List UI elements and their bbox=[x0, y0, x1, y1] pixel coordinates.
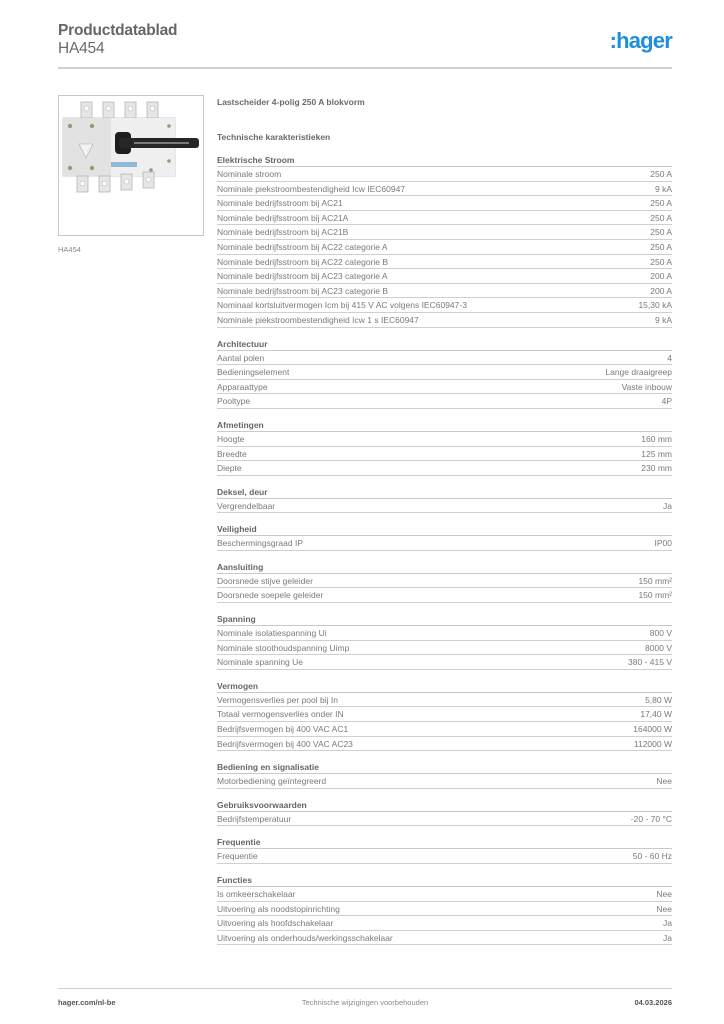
spec-value: 125 mm bbox=[641, 448, 672, 459]
spec-value: Ja bbox=[663, 918, 672, 929]
footer-date: 04.03.2026 bbox=[634, 998, 672, 1007]
spec-value: 800 V bbox=[649, 628, 672, 639]
spec-label: Nominale piekstroombestendigheid Icw IEC60947 bbox=[217, 183, 406, 194]
spec-label: Nominale bedrijfsstroom bij AC22 categorie B bbox=[217, 256, 389, 267]
spec-row bbox=[217, 849, 672, 864]
spec-section bbox=[217, 523, 672, 551]
spec-label: Nominale bedrijfsstroom bij AC21A bbox=[217, 212, 349, 223]
document-header bbox=[58, 22, 672, 70]
spec-label: Motorbediening geïntegreerd bbox=[217, 776, 327, 787]
spec-section bbox=[217, 836, 672, 864]
spec-row bbox=[217, 196, 672, 211]
spec-label: Totaal vermogensverlies onder IN bbox=[217, 709, 344, 720]
spec-value: 112000 W bbox=[633, 738, 672, 749]
spec-label: Doorsnede stijve geleider bbox=[217, 575, 313, 586]
footer-website-link[interactable]: hager.com/nl-be bbox=[58, 998, 116, 1007]
spec-value: Vaste inbouw bbox=[621, 381, 672, 392]
spec-value: Ja bbox=[663, 500, 672, 511]
spec-row bbox=[217, 432, 672, 447]
spec-label: Breedte bbox=[217, 448, 247, 459]
section-title: Functies bbox=[217, 874, 672, 887]
spec-value: 250 A bbox=[650, 169, 672, 179]
spec-value: 230 mm bbox=[641, 463, 672, 474]
spec-value: 250 A bbox=[650, 198, 672, 209]
spec-value: 8000 V bbox=[645, 642, 672, 653]
spec-value: 200 A bbox=[650, 285, 672, 296]
spec-label: Vergrendelbaar bbox=[217, 500, 276, 511]
spec-label: Bedieningselement bbox=[217, 367, 290, 378]
spec-row bbox=[217, 211, 672, 226]
spec-section bbox=[217, 561, 672, 603]
datasheet-content bbox=[217, 96, 672, 945]
spec-row bbox=[217, 641, 672, 656]
spec-row bbox=[217, 255, 672, 270]
spec-section bbox=[217, 338, 672, 409]
spec-label: Hoogte bbox=[217, 433, 245, 444]
spec-label: Doorsnede soepele geleider bbox=[217, 590, 324, 601]
spec-label: Aantal polen bbox=[217, 352, 265, 363]
spec-value: 150 mm² bbox=[638, 575, 672, 586]
spec-label: Uitvoering als hoofdschakelaar bbox=[217, 918, 334, 929]
spec-row bbox=[217, 313, 672, 328]
hager-logo: :hager bbox=[609, 28, 672, 53]
spec-row bbox=[217, 240, 672, 255]
document-title: Productdatablad bbox=[58, 22, 178, 39]
spec-row bbox=[217, 499, 672, 514]
spec-label: Nominale isolatiespanning Ui bbox=[217, 628, 327, 639]
spec-value: 50 - 60 Hz bbox=[632, 851, 672, 862]
spec-row bbox=[217, 707, 672, 722]
section-title: Gebruiksvoorwaarden bbox=[217, 799, 672, 812]
spec-row bbox=[217, 774, 672, 789]
spec-label: Nominale spanning Ue bbox=[217, 657, 303, 668]
header-divider bbox=[58, 67, 672, 69]
spec-row bbox=[217, 461, 672, 476]
spec-label: Nominale stoothoudspanning Uimp bbox=[217, 642, 350, 653]
spec-row bbox=[217, 737, 672, 752]
spec-label: Nominale bedrijfsstroom bij AC21B bbox=[217, 227, 349, 238]
spec-row bbox=[217, 365, 672, 380]
spec-value: 200 A bbox=[650, 271, 672, 282]
spec-value: 250 A bbox=[650, 227, 672, 238]
technical-characteristics-heading: Technische karakteristieken bbox=[217, 132, 331, 142]
spec-value: Ja bbox=[663, 932, 672, 943]
spec-row bbox=[217, 380, 672, 395]
spec-value: 250 A bbox=[650, 256, 672, 267]
spec-row bbox=[217, 351, 672, 366]
product-image bbox=[58, 95, 204, 236]
spec-label: Frequentie bbox=[217, 851, 258, 862]
spec-section bbox=[217, 419, 672, 476]
spec-value: Nee bbox=[656, 776, 672, 787]
load-break-switch-illustration bbox=[59, 96, 203, 235]
spec-label: Nominale bedrijfsstroom bij AC22 categorie A bbox=[217, 241, 388, 252]
spec-label: Nominale stroom bbox=[217, 169, 282, 179]
section-title: Afmetingen bbox=[217, 419, 672, 432]
spec-value: 164000 W bbox=[633, 724, 672, 735]
spec-row bbox=[217, 225, 672, 240]
spec-label: Nominale bedrijfsstroom bij AC23 categorie B bbox=[217, 285, 389, 296]
spec-value: -20 - 70 °C bbox=[630, 813, 672, 824]
spec-row bbox=[217, 902, 672, 917]
spec-section bbox=[217, 761, 672, 789]
spec-label: Uitvoering als noodstopinrichting bbox=[217, 903, 340, 914]
spec-section bbox=[217, 680, 672, 751]
spec-value: 250 A bbox=[650, 241, 672, 252]
spec-row bbox=[217, 916, 672, 931]
spec-label: Pooltype bbox=[217, 396, 251, 407]
spec-label: Vermogensverlies per pool bij In bbox=[217, 694, 338, 705]
spec-value: IP00 bbox=[654, 538, 672, 549]
spec-row bbox=[217, 812, 672, 827]
spec-row bbox=[217, 536, 672, 551]
spec-row bbox=[217, 931, 672, 946]
spec-row bbox=[217, 284, 672, 299]
section-title: Bediening en signalisatie bbox=[217, 761, 672, 774]
section-title: Deksel, deur bbox=[217, 486, 672, 499]
section-title: Architectuur bbox=[217, 338, 672, 351]
spec-value: Nee bbox=[656, 889, 672, 899]
spec-row bbox=[217, 394, 672, 409]
spec-label: Bedrijfstemperatuur bbox=[217, 813, 292, 824]
spec-label: Is omkeerschakelaar bbox=[217, 889, 296, 899]
spec-row bbox=[217, 626, 672, 641]
spec-value: 150 mm² bbox=[638, 590, 672, 601]
spec-value: Lange draaigreep bbox=[605, 367, 672, 378]
spec-row bbox=[217, 298, 672, 313]
spec-row bbox=[217, 887, 672, 902]
spec-value: 15,30 kA bbox=[638, 300, 672, 311]
spec-value: Nee bbox=[656, 903, 672, 914]
section-title: Veiligheid bbox=[217, 523, 672, 536]
spec-label: Apparaattype bbox=[217, 381, 268, 392]
spec-label: Beschermingsgraad IP bbox=[217, 538, 303, 549]
spec-label: Nominale bedrijfsstroom bij AC23 categorie A bbox=[217, 271, 388, 282]
spec-row bbox=[217, 693, 672, 708]
spec-label: Nominale piekstroombestendigheid Icw 1 s IEC60947 bbox=[217, 314, 419, 325]
spec-row bbox=[217, 722, 672, 737]
section-title: Spanning bbox=[217, 613, 672, 626]
spec-value: 9 kA bbox=[654, 314, 672, 325]
spec-label: Bedrijfsvermogen bij 400 VAC AC1 bbox=[217, 724, 349, 735]
section-title: Aansluiting bbox=[217, 561, 672, 574]
spec-value: 17,40 W bbox=[640, 709, 672, 720]
spec-row bbox=[217, 182, 672, 197]
section-title: Elektrische Stroom bbox=[217, 154, 672, 167]
spec-value: 160 mm bbox=[641, 433, 672, 444]
spec-section bbox=[217, 613, 672, 670]
product-code: HA454 bbox=[58, 40, 105, 57]
spec-label: Diepte bbox=[217, 463, 242, 474]
footer-divider bbox=[58, 988, 672, 989]
section-title: Frequentie bbox=[217, 836, 672, 849]
spec-section bbox=[217, 874, 672, 945]
spec-value: 9 kA bbox=[654, 183, 672, 194]
spec-row bbox=[217, 588, 672, 603]
spec-label: Bedrijfsvermogen bij 400 VAC AC23 bbox=[217, 738, 353, 749]
spec-row bbox=[217, 655, 672, 670]
spec-sections bbox=[217, 154, 672, 945]
document-footer bbox=[58, 998, 672, 1010]
spec-section bbox=[217, 154, 672, 328]
spec-value: 5,80 W bbox=[645, 694, 672, 705]
spec-label: Nominale bedrijfsstroom bij AC21 bbox=[217, 198, 343, 209]
spec-label: Uitvoering als onderhouds/werkingsschakelaar bbox=[217, 932, 393, 943]
product-description: Lastscheider 4-polig 250 A blokvorm bbox=[217, 97, 365, 107]
spec-value: 380 - 415 V bbox=[628, 657, 672, 668]
spec-row bbox=[217, 269, 672, 284]
spec-row bbox=[217, 574, 672, 589]
spec-label: Nominaal kortsluitvermogen Icm bij 415 V AC volgens IEC60947-3 bbox=[217, 300, 467, 311]
spec-section bbox=[217, 799, 672, 827]
image-caption: HA454 bbox=[58, 245, 81, 254]
section-title: Vermogen bbox=[217, 680, 672, 693]
spec-row bbox=[217, 167, 672, 182]
spec-value: 4 bbox=[667, 352, 672, 363]
footer-disclaimer: Technische wijzigingen voorbehouden bbox=[301, 998, 429, 1007]
spec-section bbox=[217, 486, 672, 514]
spec-value: 250 A bbox=[650, 212, 672, 223]
spec-row bbox=[217, 447, 672, 462]
spec-value: 4P bbox=[661, 396, 672, 407]
